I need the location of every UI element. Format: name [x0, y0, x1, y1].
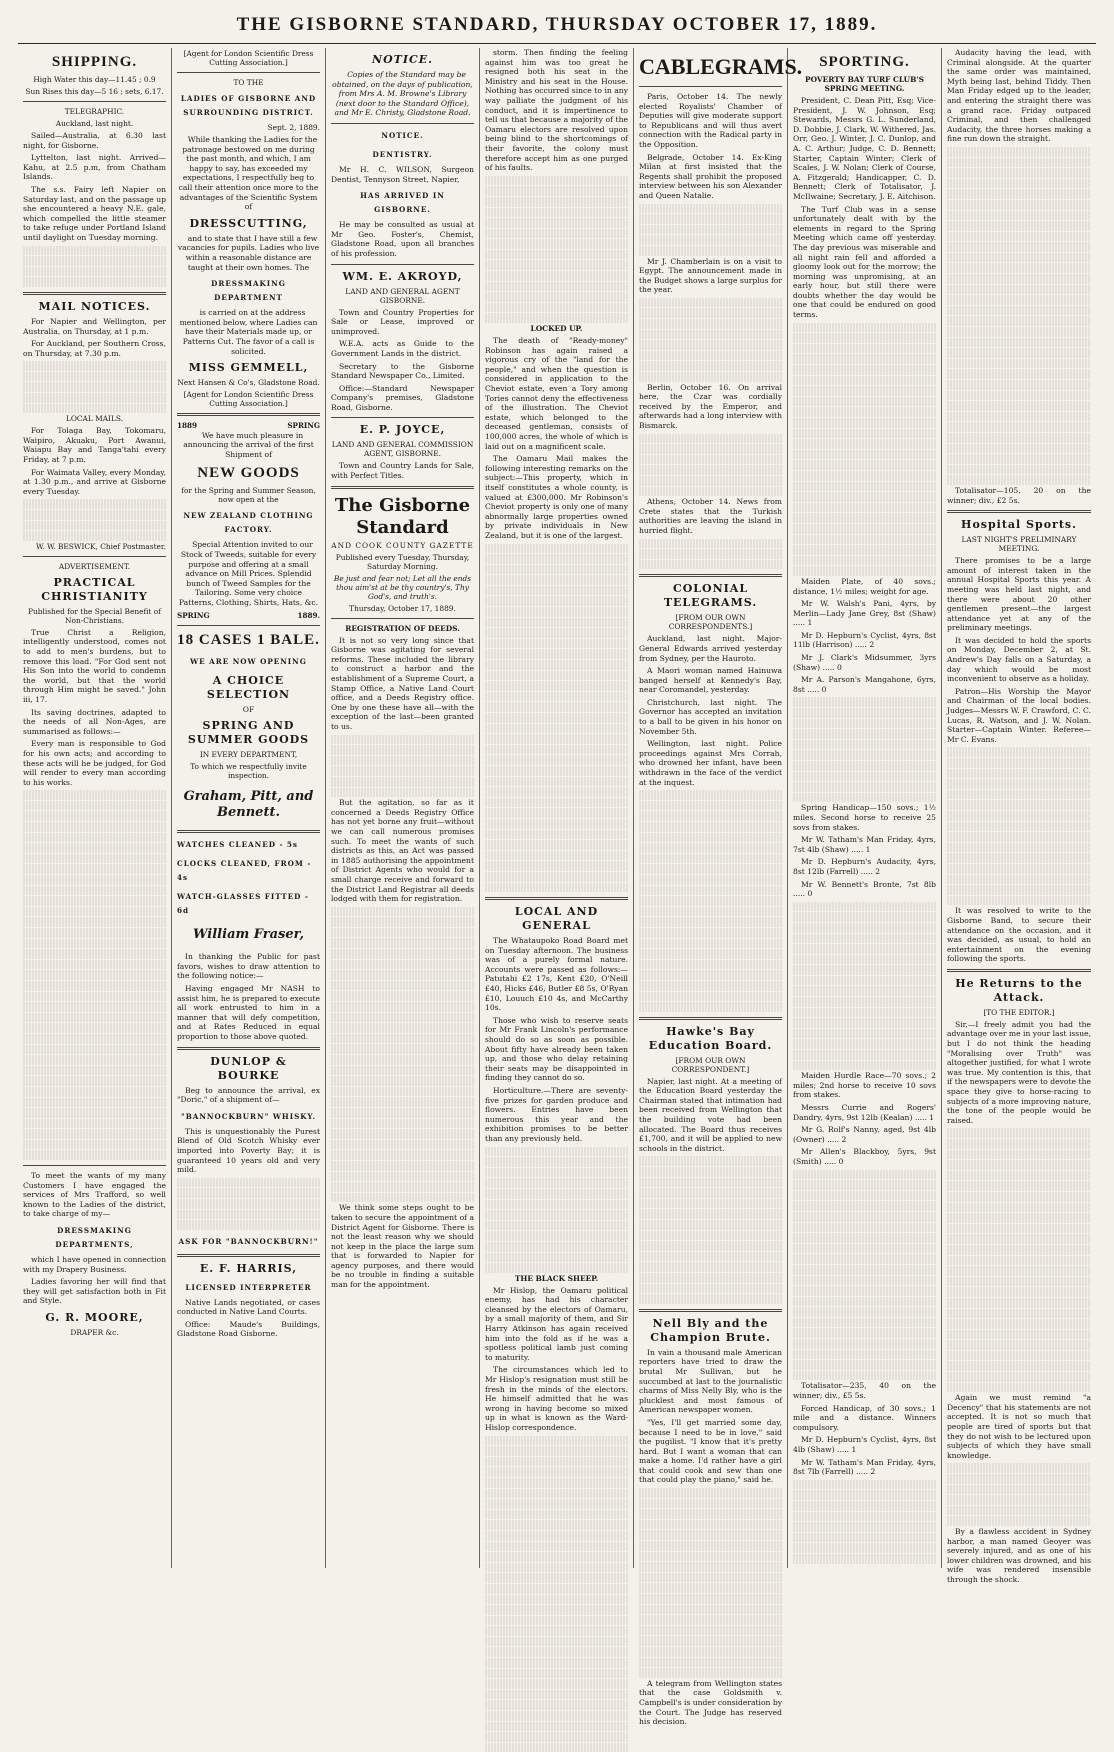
of-label: OF — [242, 705, 255, 715]
hospital-paragraph: Patron—His Worship the Mayor and Chairman of the local bodies. Judges—Messrs W. F. Crawford, C. C. Lucas, R. Watson, and J. W. Nolan. Starter—Captain Winter. Referee—Mr C. Evans. — [947, 686, 1091, 744]
agent-note: [Agent for London Scientific Dress Cutting Association.] — [183, 390, 314, 409]
column-2 — [172, 48, 326, 1568]
local-paragraph: The Whataupoko Road Board met on Tuesday afternoon. The business was of a purely formal nature. Accounts were passed as follows:—Patutahi £2 17s, Kent £20, O'Neill £40, Hicks £46, Butler £8 5s, O'Ryan £10, Louuch £10 4s, and McCarthy 10s. — [485, 936, 628, 1013]
notice-heading-2: NOTICE. — [381, 130, 424, 140]
arrived-heading: HAS ARRIVED IN GISBORNE. — [360, 191, 445, 215]
christianity-paragraph: Every man is responsible to God for his own acts; and according to these acts will he be judged, for God will render to every man according to his works. — [23, 739, 166, 787]
gemmell-address: Next Hansen & Co's, Gladstone Road. — [177, 378, 320, 388]
mail-item: For Tolaga Bay, Tokomaru, Waipiro, Akuaku, Port Awanui, Waiapu Bay and Tanga'tahi every Friday, at 7 p.m. — [23, 426, 166, 465]
masthead-title: THE GISBORNE STANDARD, THURSDAY OCTOBER 17, 1889. — [236, 14, 878, 35]
column-1 — [18, 48, 172, 1568]
moore-advert-text: To meet the wants of my many Customers I have engaged the services of Mrs Trafford, so well known to the Ladies of the district, to take charge of my— — [23, 1171, 166, 1219]
letter-paragraph: Sir,—I freely admit you had the advantage over me in your last issue, but I do not think the heading "Moralising over Truth" was altogether justified, for what I wrote was true. My contention is this, that if the newspapers were to devote the space they give to horse-racing to subjects of a more improving nature, the tone of the people would be raised. — [947, 1019, 1091, 1125]
hawkes-bay-heading: Hawke's Bay Education Board. — [648, 1024, 773, 1052]
local-paragraph: Horticulture.—There are seventy-five prizes for garden produce and flowers. Entries have been numerous this year and the exhibition promises to be better than any previously held. — [485, 1086, 628, 1143]
paper-nameplate-sub: AND COOK COUNTY GAZETTE — [331, 540, 474, 550]
race-result: Mr D. Hepburn's Audacity, 4yrs, 8st 12lb (Farrell) ..... 2 — [793, 857, 936, 876]
black-sheep-paragraph: Mr Hislop, the Oamaru political enemy, has had his character cleansed by the electors of Oamaru, by a small majority of them, and Sir Harry Atkinson has again received him into the fold as if he was a spotless political lamb just coming to maturity. — [485, 1285, 628, 1362]
editorial-paragraph: storm. Then finding the feeling against him was too great he resigned both his seat in the Ministry and his seat in the House. Nothing has occurred since to in any way palliate the judgment of his conduct, and it is impertinence to tell us that because a majority of the Oamaru electors are resolved upon being blind to the shortcomings of their favorite, the colony must therefore accept him as one purged of his faults. — [485, 48, 628, 173]
telegram-item: Auckland, last night. Major-General Edwards arrived yesterday from Sydney, per the Hauroto. — [639, 634, 782, 663]
sporting-heading: SPORTING. — [819, 54, 910, 70]
race-result: Mr Allen's Blackboy, 5yrs, 9st (Smith) ..... 0 — [793, 1147, 936, 1166]
nell-bly-heading: Nell Bly and the Champion Brute. — [650, 1316, 771, 1344]
cablegram-item: Mr J. Chamberlain is on a visit to Egypt. The announcement made in the Budget shows a large surplus for the year. — [639, 256, 782, 295]
totalisator: Totalisator—235, 40 on the winner; div., £5 5s. — [793, 1381, 936, 1401]
moore-trade: DRAPER &c. — [70, 1328, 119, 1337]
christianity-heading: PRACTICAL CHRISTIANITY — [41, 575, 148, 603]
editorial-paragraph: We think some steps ought to be taken to secure the appointment of a District Agent for Gisborne. There is not the least reason why we should not keep in the place the large sum that is forwarded to Napier for agency purposes, and there would be no trouble in finding a suitable man for the appointment. — [331, 1203, 474, 1290]
akroyd-text: W.E.A. acts as Guide to the Government Lands in the district. — [331, 339, 474, 358]
column-3 — [326, 48, 480, 1568]
nell-bly-paragraph: "Yes, I'll get married some day, because I need to be in love," said the pugilist. "I know that it's pretty hard. But I want a woman that can make a home. I'd rather have a girl that could cook and sew than one that could play the piano," said he. — [639, 1417, 782, 1485]
cablegram-item: Belgrade, October 14. Ex-King Milan at first insisted that the Regents shall prohibit the proposed interview between his son Alexander and Queen Natalie. — [639, 152, 782, 200]
nell-bly-paragraph: A telegram from Wellington states that the case Goldsmith v. Campbell's is under consideration by the Court. The Judge has reserved his decision. — [639, 1678, 782, 1727]
paper-nameplate: The Gisborne Standard — [334, 494, 471, 538]
postmaster-signature: W. W. BESWICK, Chief Postmaster. — [35, 541, 166, 551]
local-general-heading: LOCAL AND GENERAL — [514, 905, 599, 933]
race-result: Mr W. Walsh's Pani, 4yrs, by Merlin—Lady Jane Grey, 8st (Shaw) ..... 1 — [793, 599, 936, 628]
bannockburn-heading: "BANNOCKBURN" WHISKY. — [180, 1111, 317, 1121]
cablegrams-heading: CABLEGRAMS. — [639, 54, 803, 79]
every-dept: IN EVERY DEPARTMENT, — [199, 750, 298, 760]
cablegram-item: Paris, October 14. The newly elected Royalists' Chamber of Deputies will give moderate support to Republicans and will thus avert connection with the Radical party in the Opposition. — [639, 92, 782, 149]
locked-up-paragraph: The Oamaru Mail makes the following interesting remarks on the subject:—This property, which in itself constitutes a whole county, is valued at £300,000. Mr Robinson's Cheviot property is only one of many abnormally large properties owned by private individuals in New Zealand, but it is one of the largest. — [485, 454, 628, 540]
dunlop-bourke-heading: DUNLOP & BOURKE — [210, 1054, 287, 1082]
local-mails-heading: LOCAL MAILS. — [65, 414, 124, 424]
locked-up-heading: LOCKED UP. — [530, 324, 583, 334]
fraser-text: Having engaged Mr NASH to assist him, he is prepared to execute all work entrusted to him in a manner that will defy competition, and at Rates Reduced in equal proportion to those above quoted. — [177, 984, 320, 1041]
shipping-item: Sailed—Australia, at 6.30 last night, for Gisborne. — [23, 131, 166, 150]
christianity-subheading: Published for the Special Benefit of Non-Christians. — [28, 606, 161, 625]
sun-rises: Sun Rises this day—5 16 ; sets, 6.17. — [25, 87, 164, 96]
editorial-paragraph: But the agitation, so far as it concerned a Deeds Registry Office has not yet borne any fruit—without we can call numerous promises such. To meet the wants of such districts as this, an Act was passed in 1885 authorising the appointment of District Agents who would for a small charge receive and forward to the District Land Registrar all deeds lodged with them for registration. — [331, 798, 474, 904]
fraser-text: In thanking the Public for past favors, wishes to draw attention to the following notice:— — [177, 952, 320, 981]
returns-attack-heading: He Returns to the Attack. — [955, 976, 1083, 1004]
race-result: Mr A. Parson's Mangahone, 6yrs, 8st ..... 0 — [793, 675, 936, 694]
auckland-dateline: Auckland, last night. — [55, 119, 134, 128]
mail-notices-heading: MAIL NOTICES. — [38, 299, 151, 313]
glasses-line: WATCH-GLASSES FITTED - 6d — [177, 892, 309, 916]
factory-heading: NEW ZEALAND CLOTHING FACTORY. — [183, 511, 314, 535]
year-label: 1889 — [177, 421, 198, 431]
mail-item: For Napier and Wellington, per Australia, on Thursday, at 1 p.m. — [23, 316, 166, 336]
spring-goods-heading: SPRING AND SUMMER GOODS — [187, 719, 310, 747]
totalisator: Totalisator—105, 20 on the winner; div., £2 5s. — [947, 485, 1091, 505]
ladies-heading: LADIES OF GISBORNE AND SURROUNDING DISTRICT. — [180, 94, 317, 117]
colonial-telegrams-heading: COLONIAL TELEGRAMS. — [663, 582, 758, 610]
cases-heading: 18 CASES 1 BALE. — [177, 632, 320, 649]
gemmell-text: and to state that I have still a few vacancies for pupils. Ladies who live within a reasonable distance are taught at their own homes. The — [177, 233, 320, 272]
race-title: Maiden Plate, of 40 sovs.; distance, 1½ miles; weight for age. — [793, 576, 936, 596]
mail-item: For Auckland, per Southern Cross, on Thursday, at 7.30 p.m. — [23, 339, 166, 358]
to-editor: [TO THE EDITOR.] — [983, 1007, 1055, 1017]
year-label: 1889. — [297, 610, 320, 620]
editorial-paragraph: It is not so very long since that Gisborne was agitating for several reforms. These included the library to construct a harbor and the establishment of a Supreme Court, a Stamp Office, a Native Land Court office, and a Deeds Registry office. One by one these have all—with the exception of the last—been granted to us. — [331, 635, 474, 731]
notice-heading: NOTICE. — [372, 53, 433, 66]
race-title: Spring Handicap—150 sovs.; 1½ miles. Second horse to receive 25 sovs from stakes. — [793, 803, 936, 832]
gemmell-text: While thanking the Ladies for the patronage bestowed on me during the past month, and which, I am happy to say, has exceeded my expectations, I respectfully beg to call their attention once more to the advantages of the Scientific System of — [178, 135, 319, 212]
hospital-subheading: LAST NIGHT'S PRELIMINARY MEETING. — [961, 535, 1077, 554]
race-result: Mr D. Hepburn's Cyclist, 4yrs, 8st 4lb (Shaw) ..... 1 — [793, 1435, 936, 1454]
dunlop-text: Beg to announce the arrival, ex "Doric," of a shipment of— — [177, 1085, 320, 1105]
race-title: Maiden Hurdle Race—70 sovs.; 2 miles; 2nd horse to receive 10 sovs from stakes. — [793, 1071, 936, 1100]
race-report: Audacity having the lead, with Criminal alongside. At the quarter the same order was maintained, Myth being last, behind Tiddy. Then Man Friday edged up to the leader, and entering the straight there was a grand race. Friday outpaced Criminal, and then challenged Audacity, the three horses making a fine run down the straight. — [947, 48, 1091, 144]
dentist-text: He may be consulted as usual at Mr Geo. Foster's, Chemist, Gladstone Road, upon all branches of his profession. — [331, 220, 474, 258]
hospital-paragraph: It was decided to hold the sports on Monday, December 2, at St. Andrew's Day falls on a Saturday, a day which would be most inconvenient to observe as a holiday. — [947, 635, 1091, 684]
choice-heading: A CHOICE SELECTION — [206, 674, 291, 702]
agent-note: [Agent for London Scientific Dress Cutting Association.] — [183, 49, 314, 67]
race-result: Mr J. Clark's Midsummer, 3yrs (Shaw) ..... 0 — [793, 653, 936, 672]
telegraphic-heading: TELEGRAPHIC. — [64, 107, 125, 116]
spring-label: SPRING — [287, 421, 320, 431]
invite-text: To which we respectfully invite inspection. — [190, 762, 307, 781]
telegram-item: A Maori woman named Hainuwa banged herself at Kennedy's Bay, near Coromandel, yesterday. — [639, 666, 782, 695]
hospital-sports-heading: Hospital Sports. — [961, 518, 1077, 532]
christianity-paragraph: Its saving doctrines, adapted to the needs of all Non-Ages, are summarised as follows:— — [23, 707, 166, 736]
black-sheep-heading: THE BLACK SHEEP. — [514, 1273, 599, 1283]
factory-text: Special Attention invited to our Stock of Tweeds, suitable for every purpose and offering at a small advance on Mill Prices. Splendid bunch of Tweed Samples for the Tailoring. Some very choice Patterns, Clothing, Shirts, Hats, &c. — [178, 540, 319, 608]
season-text: for the Spring and Summer Season, now open at the — [181, 486, 316, 505]
gemmell-text: is carried on at the address mentioned below, where Ladies can have their Materials made up, or Patterns Cut. The favor of a call is solicited. — [179, 308, 318, 356]
harris-heading: E. F. HARRIS, — [199, 1261, 298, 1275]
column-4 — [480, 48, 634, 1568]
shipping-heading: SHIPPING. — [51, 54, 138, 70]
motto: Be just and fear not; Let all the ends thou aim'st at be thy country's, Thy God's, and truth's. — [333, 573, 472, 601]
race-result: Mr W. Tatham's Man Friday, 4yrs, 8st 7lb (Farrell) ..... 2 — [793, 1457, 936, 1477]
newspaper-page — [18, 48, 1096, 1727]
shipping-item: The s.s. Fairy left Napier on Saturday last, and on the passage up she encountered a heavy N.E. gale, which compelled the little steamer to take refuge under Portland Island until daylight on Tuesday morning. — [23, 184, 166, 242]
column-5 — [634, 48, 803, 1727]
mail-item: For Waimata Valley, every Monday, at 1.30 p.m., and arrive at Gisborne every Tuesday. — [23, 467, 166, 496]
akroyd-subheading: LAND AND GENERAL AGENT GISBORNE. — [345, 286, 460, 305]
miss-gemmell: MISS GEMMELL, — [188, 361, 309, 375]
dateline: Thursday, October 17, 1889. — [349, 603, 456, 613]
dresscutting-heading: DRESSCUTTING, — [189, 216, 308, 230]
registration-heading: REGISTRATION OF DEEDS. — [345, 623, 460, 633]
interpreter-heading: LICENSED INTERPRETER — [185, 1282, 312, 1292]
new-goods-heading: NEW GOODS — [197, 465, 300, 482]
akroyd-text: Town and Country Properties for Sale or Lease, improved or unimproved. — [331, 307, 474, 336]
moore-signature: G. R. MOORE, — [45, 1311, 144, 1324]
clocks-line: CLOCKS CLEANED, FROM - 4s — [177, 859, 312, 883]
to-the: TO THE — [233, 78, 264, 87]
hawkes-subheading: [FROM OUR OWN CORRESPONDENT.] — [671, 1055, 750, 1074]
telegram-item: Wellington, last night. Police proceedings against Mrs Corrah, who drowned her infant, have been withdrawn in the face of the verdict at the inquest. — [639, 739, 782, 787]
race-result: Mr G. Rolf's Nanny, aged, 9st 4lb (Owner) ..... 2 — [793, 1125, 936, 1144]
akroyd-text: Secretary to the Gisborne Standard Newspaper Co., Limited. — [331, 361, 474, 381]
cablegram-item: Berlin, October 16. On arrival here, the Czar was cordially received by the Emperor, and afterwards had a long interview with Bismarck. — [639, 382, 782, 430]
column-7 — [942, 48, 1096, 1584]
local-paragraph: Those who wish to reserve seats for Mr Frank Lincoln's performance should do so as soon as possible. About fifty have already been taken up, and those who delay retaining their seats may be disappointed in finding they cannot do so. — [485, 1015, 628, 1083]
race-result: Mr W. Tatham's Man Friday, 4yrs, 7st 4lb (Shaw) ..... 1 — [793, 835, 936, 854]
watches-line: WATCHES CLEANED - 5s — [177, 840, 298, 850]
graham-pitt-bennett: Graham, Pitt, and Bennett. — [183, 789, 314, 821]
club-officers: President, C. Dean Pitt, Esq; Vice-President, J. W. Johnson, Esq; Stewards, Messrs G. L. Sunderland, D. Dobbie, J. Clark, W. Withered, Jas. Orr, Geo. J. Winter, J. C. Dunlop, and A. C. Arthur; Judge, C. D. Bennett; Starter, Captain Winter; Clerk of Scales, J. W. Nolan; Clerk of Course, A. Fitzgerald; Handicapper, C. D. Bennett; Clerk of Totalisator, J. McIlwaine; Secretary, J. E. Aitchison. — [793, 96, 936, 201]
dressmaking-heading: DRESSMAKING DEPARTMENTS, — [55, 1226, 134, 1250]
turf-club-heading: POVERTY BAY TURF CLUB'S SPRING MEETING. — [805, 75, 924, 93]
joyce-text: Town and Country Lands for Sale, with Perfect Titles. — [331, 461, 474, 481]
opening-heading: WE ARE NOW OPENING — [190, 657, 307, 667]
locked-up-paragraph: The death of "Ready-money" Robinson has again raised a vigorous cry of the "land for the people," and when the question is considered in application to the Cheviot estate, even a Tory among Tories cannot deny the effectiveness of the illustration. The Cheviot estate, which belonged to the deceased gentleman, consists of 100,000 acres, the whole of which is laid out on a magnificent scale. — [485, 336, 628, 451]
race-result: Messrs Currie and Rogers' Dandry, 4yrs, 9st 12lb (Kealan) ..... 1 — [793, 1103, 936, 1122]
publication-days: Published every Tuesday, Thursday, Saturday Morning. — [335, 552, 470, 571]
harris-text: Office: Maude's Buildings, Gladstone Road Gisborne. — [177, 1319, 320, 1339]
local-paragraph: By a flawless accident in Sydney harbor, a man named Geoyer was severely injured, and as one of his lower children was drowned, and his wife was rendered insensible through the shock. — [947, 1526, 1091, 1584]
spring-text: We have much pleasure in announcing the arrival of the first Shipment of — [183, 430, 314, 459]
moore-advert-text: Ladies favoring her will find that they will get satisfaction both in Fit and Style. — [23, 1277, 166, 1306]
advertisement-label: ADVERTISEMENT. — [58, 561, 131, 571]
dressmaking-dept-heading: DRESSMAKING DEPARTMENT — [211, 279, 286, 303]
dentist-text: Mr H. C. WILSON, Surgeon Dentist, Tennyson Street, Napier, — [331, 164, 474, 184]
cablegram-item: Athens, October 14. News from Crete states that the Turkish authorities are leaving the island in hurried flight. — [639, 497, 782, 535]
race-result: Mr W. Bennett's Bronte, 7st 8lb ..... 0 — [793, 879, 936, 899]
high-water: High Water this day—11.45 ; 0.9 — [33, 75, 156, 84]
joyce-heading: E. P. JOYCE, — [359, 423, 446, 437]
nell-bly-paragraph: In vain a thousand male American reporters have tried to draw the brutal Mr Sullivan, but he succumbed at last to the journalistic charms of Miss Nelly Bly, who is the plucklest and most famous of American newspaper women. — [639, 1347, 782, 1415]
dunlop-text: This is unquestionably the Purest Blend of Old Scotch Whisky ever imported into Poverty Bay; it is guaranteed 10 years old and very mild. — [177, 1126, 320, 1175]
race-title: Forced Handicap, of 30 sovs.; 1 mile and a distance. Winners compulsory. — [793, 1403, 936, 1432]
akroyd-heading: WM. E. AKROYD, — [342, 269, 463, 283]
telegram-item: Christchurch, last night. The Governor has accepted an invitation to a ball to be given in his honor on November 5th. — [639, 697, 782, 736]
column-6 — [788, 48, 942, 1568]
akroyd-text: Office:—Standard Newspaper Company's premises, Gladstone Road, Gisborne. — [331, 383, 474, 412]
moore-advert-text: which I have opened in connection with my Drapery Business. — [23, 1255, 166, 1274]
advert-date: Sept. 2, 1889. — [267, 123, 320, 132]
black-sheep-paragraph: The circumstances which led to Mr Hislop's resignation must still be fresh in the minds of the electors. He himself admitted that he was wrong in having become so mixed up in what is known as the Ward-Hislop correspondence. — [485, 1365, 628, 1432]
spring-label: SPRING — [177, 610, 210, 620]
harris-text: Native Lands negotiated, or cases conducted in Native Land Courts. — [177, 1297, 320, 1317]
letter-paragraph: Again we must remind "a Decency" that his statements are not accepted. It is not so much that people are tired of sports but that they do not wish to be lectured upon subjects of which they have small knowledge. — [947, 1393, 1091, 1460]
hospital-paragraph: It was resolved to write to the Gisborne Band, to secure their attendance on the occasion, and it was decided, as usual, to hold an entertainment on the evening following the sports. — [947, 906, 1091, 964]
dentistry-heading: DENTISTRY. — [372, 149, 433, 159]
ask-for-heading: ASK FOR "BANNOCKBURN!" — [178, 1236, 319, 1246]
colonial-subheading: [FROM OUR OWN CORRESPONDENTS.] — [668, 613, 753, 632]
race-result: Mr D. Hepburn's Cyclist, 4yrs, 8st 11lb (Harrison) ..... 2 — [793, 630, 936, 650]
hawkes-paragraph: Napier, last night. At a meeting of the Education Board yesterday the Chairman stated that intimation had been received from Wellington that the building vote had been allocated. The Board thus receives £1,700, and it will be applied to new schools in the district. — [639, 1076, 782, 1153]
hospital-paragraph: There promises to be a large amount of interest taken in the annual Hospital Sports this year. A meeting was held last night, and there were about 20 other gentlemen present—the largest attendance yet at any of the preliminary meetings. — [947, 556, 1091, 633]
notice-text: Copies of the Standard may be obtained, on the days of publication, from Mrs A. M. Browne's Library (next door to the Standard Office), and Mr E. Christy, Gladstone Road. — [332, 70, 473, 118]
william-fraser: William Fraser, — [192, 927, 305, 943]
masthead — [18, 14, 1096, 44]
shipping-item: Lyttelton, last night. Arrived—Kahu, at 2.5 p.m, from Chatham Islands. — [23, 153, 166, 182]
race-report: The Turf Club was in a sense unfortunately dealt with by the elements in regard to the Spring Meeting which came off yesterday. The day previous was miserable and all night rain fell and afforded a gloomy look out for the morrow; the morning was unpromising, at an early hour, but still there were doubts whether the day would be one that could be endured on good terms. — [793, 204, 936, 320]
joyce-subheading: LAND AND GENERAL COMMISSION AGENT, GISBORNE. — [331, 440, 474, 459]
christianity-paragraph: True Christ a Religion, intelligently understood, comes not to add to men's burdens, but to remove this load. "For God sent not His Son into the world to condemn the world, but that the world through Him might be saved." John iii, 17. — [23, 627, 166, 704]
